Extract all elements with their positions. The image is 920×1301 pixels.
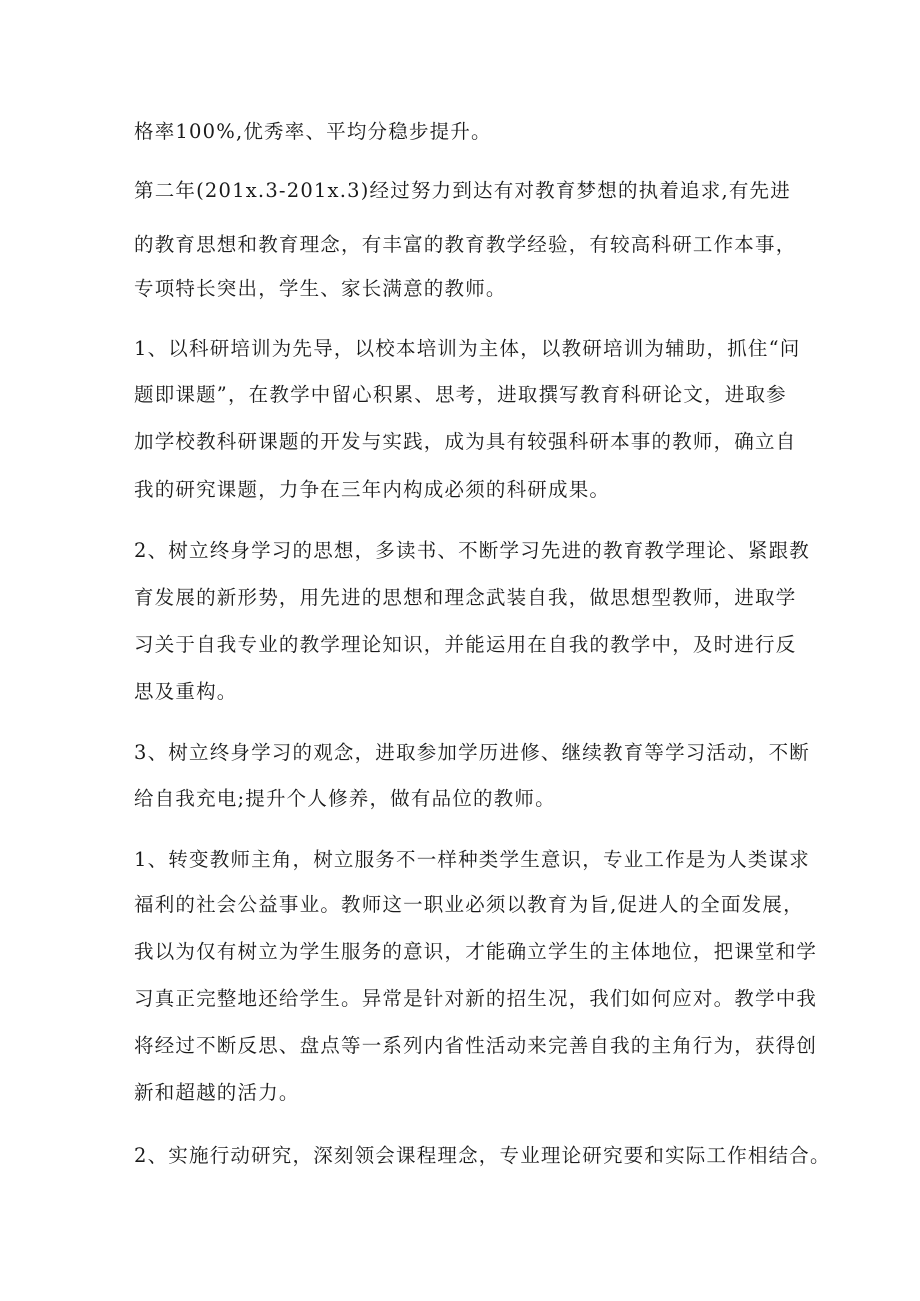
paragraph-line: 思及重构。: [134, 680, 238, 703]
paragraph-line: 加学校教科研课题的开发与实践，成为具有较强科研本事的教师，确立自: [134, 430, 797, 453]
paragraph-line: 我的研究课题，力争在三年内构成必须的科研成果。: [134, 478, 611, 501]
paragraph-line: 专项特长突出，学生、家长满意的教师。: [134, 277, 507, 300]
paragraph-line: 2、树立终身学习的思想，多读书、不断学习先进的教育教学理论、紧跟教: [134, 539, 811, 562]
paragraph-line: 育发展的新形势，用先进的思想和理念武装自我，做思想型教师，进取学: [134, 586, 797, 609]
paragraph-line: 2、实施行动研究，深刻领会课程理念，专业理论研究要和实际工作相结合。: [134, 1144, 831, 1167]
paragraph-line: 题即课题”，在教学中留心积累、思考，进取撰写教育科研论文，进取参: [134, 383, 787, 406]
paragraph-line: 给自我充电;提升个人修养，做有品位的教师。: [134, 787, 556, 810]
paragraph-line: 将经过不断反思、盘点等一系列内省性活动来完善自我的主角行为，获得创: [134, 1034, 818, 1057]
paragraph-line: 新和超越的活力。: [134, 1081, 300, 1104]
paragraph-line: 我以为仅有树立为学生服务的意识，才能确立学生的主体地位，把课堂和学: [134, 940, 818, 963]
paragraph-line: 1、以科研培训为先导，以校本培训为主体，以教研培训为辅助，抓住“问: [134, 337, 801, 360]
paragraph-line: 习关于自我专业的教学理论知识，并能运用在自我的教学中，及时进行反: [134, 633, 797, 656]
paragraph-line: 3、树立终身学习的观念，进取参加学历进修、继续教育等学习活动，不断: [134, 741, 811, 764]
paragraph-line: 习真正完整地还给学生。异常是针对新的招生况，我们如何应对。教学中我: [134, 987, 818, 1010]
paragraph-line: 福利的社会公益事业。教师这一职业必须以教育为旨,促进人的全面发展，: [134, 893, 804, 916]
paragraph-line: 的教育思想和教育理念，有丰富的教育教学经验，有较高科研工作本事，: [134, 233, 797, 256]
paragraph-line: 第二年(201x.3-201x.3)经过努力到达有对教育梦想的执着追求,有先进: [134, 179, 791, 202]
paragraph-line: 格率100%,优秀率、平均分稳步提升。: [134, 120, 492, 143]
paragraph-line: 1、转变教师主角，树立服务不一样种类学生意识，专业工作是为人类谋求: [134, 848, 811, 871]
